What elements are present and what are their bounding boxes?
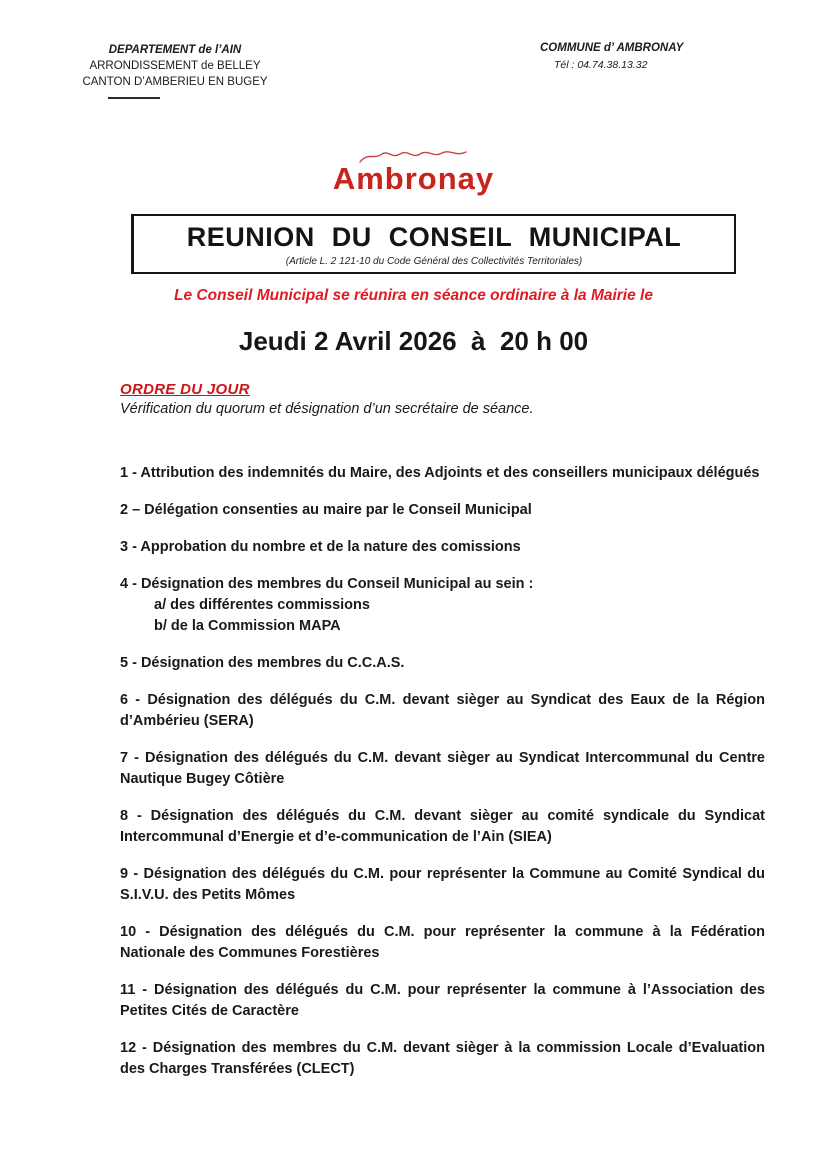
commune-line: COMMUNE d’ AMBRONAY — [540, 42, 684, 54]
title-box — [131, 214, 736, 274]
meeting-date: Jeudi 2 Avril 2026 à 20 h 00 — [238, 326, 589, 356]
header-right-block — [540, 40, 683, 73]
legal-reference: (Article L. 2 121-10 du Code Général des Collectivités Territoriales) — [285, 256, 583, 267]
intro-line: Le Conseil Municipal se réunira en séance ordinaire à la Mairie le — [174, 287, 653, 304]
agenda-heading: ORDRE DU JOUR — [120, 381, 250, 398]
department-line: DEPARTEMENT de l’AIN — [108, 44, 242, 56]
agenda-item-5: 5 - Désignation des membres du C.C.A.S. — [120, 655, 405, 672]
agenda-item-10: 10 - Désignation des délégués du C.M. pour représenter la commune à la Fédération Nationale des Communes Forestières — [120, 924, 765, 962]
agenda-item-9: 9 - Désignation des délégués du C.M. pour représenter la Commune au Comité Syndical du S.I.V.U. des Petits Mômes — [120, 866, 765, 904]
phone-line: Tél : 04.74.38.13.32 — [554, 59, 648, 72]
agenda-item-8: 8 - Désignation des délégués du C.M. devant sièger au comité syndicale du Syndicat Intercommunal d’Energie et d’e-communication de l’Ain (SIEA) — [120, 808, 765, 846]
agenda-subitem-4a: a/ des différentes commissions — [154, 597, 370, 614]
agenda-item-4-text: 4 - Désignation des membres du Conseil Municipal au sein : — [120, 576, 534, 593]
agenda-item-12: 12 - Désignation des membres du C.M. devant sièger à la commission Locale d’Evaluation des Charges Transférées (CLECT) — [120, 1040, 765, 1078]
agenda-item-2: 2 – Délégation consenties au maire par le Conseil Municipal — [120, 502, 532, 519]
header-left-block — [70, 42, 280, 99]
agenda-item-3: 3 - Approbation du nombre et de la nature des comissions — [120, 539, 521, 556]
ambronay-logo — [0, 146, 827, 197]
agenda-note: Vérification du quorum et désignation d’un secrétaire de séance. — [120, 401, 534, 417]
canton-line: CANTON D’AMBERIEU EN BUGEY — [82, 76, 268, 89]
agenda-item-7: 7 - Désignation des délégués du C.M. devant sièger au Syndicat Intercommunal du Centre Nautique Bugey Côtière — [120, 750, 765, 788]
agenda-item-4 — [120, 574, 765, 637]
agenda-item-1: 1 - Attribution des indemnités du Maire, des Adjoints et des conseillers municipaux délégués — [120, 465, 760, 481]
header-underline-rule — [108, 97, 160, 99]
agenda-list — [120, 463, 765, 1096]
arrondissement-line: ARRONDISSEMENT de BELLEY — [89, 60, 261, 73]
agenda-item-6: 6 - Désignation des délégués du C.M. devant sièger au Syndicat des Eaux de la Région d’Ambérieu (SERA) — [120, 692, 765, 730]
agenda-subitem-4b: b/ de la Commission MAPA — [154, 618, 341, 635]
agenda-item-11: 11 - Désignation des délégués du C.M. pour représenter la commune à l’Association des Petites Cités de Caractère — [120, 982, 765, 1020]
meeting-title: REUNION DU CONSEIL MUNICIPAL — [186, 222, 682, 252]
logo-text: Ambronay — [332, 161, 495, 196]
